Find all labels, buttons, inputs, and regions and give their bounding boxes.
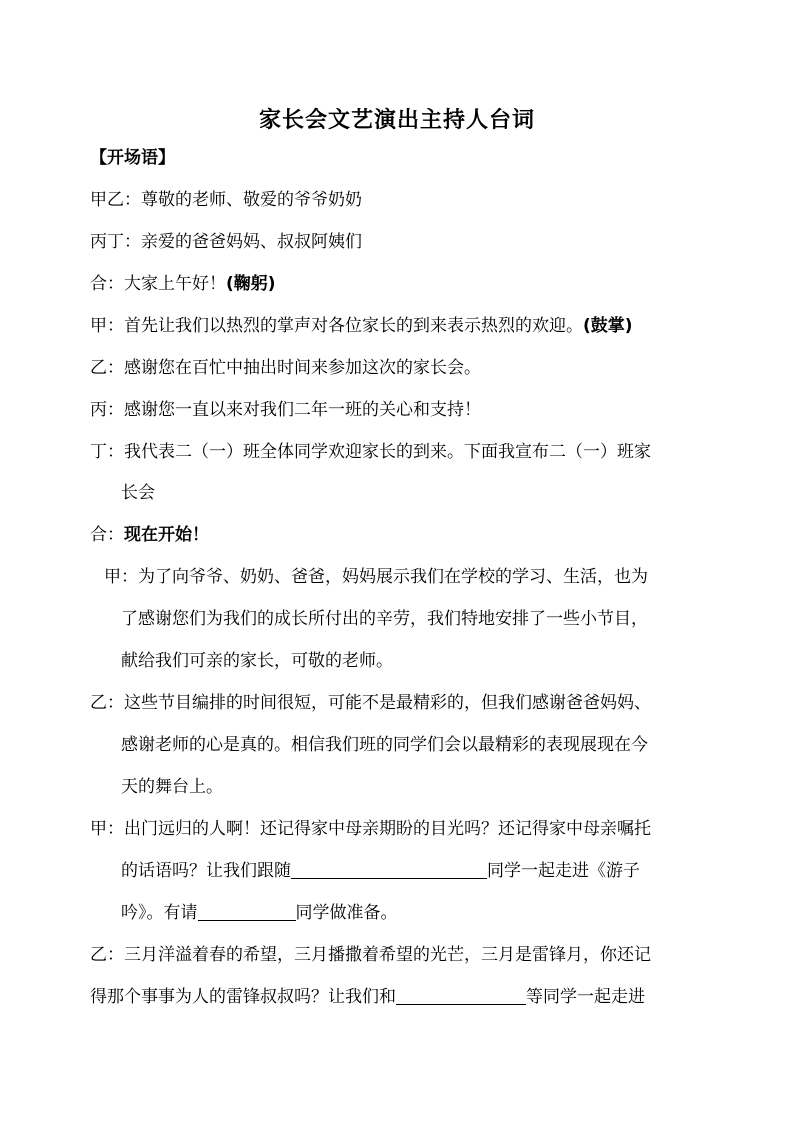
stage-direction: (鞠躬)	[226, 274, 276, 294]
script-text: 同学一起走进《游子	[487, 861, 640, 881]
script-line	[121, 902, 398, 924]
script-emphasis: 现在开始！	[124, 525, 209, 545]
script-line: 乙：三月洋溢着春的希望，三月播撒着希望的光芒，三月是雷锋月，你还记	[90, 945, 651, 965]
script-line: 乙：这些节目编排的时间很短，可能不是最精彩的，但我们感谢爸爸妈妈、	[90, 693, 651, 713]
script-text: 合：大家上午好！	[90, 274, 226, 294]
script-text: 合：	[90, 525, 124, 545]
script-line: 甲：出门远归的人啊！还记得家中母亲期盼的目光吗？还记得家中母亲嘱托	[90, 819, 651, 839]
script-text: 甲：首先让我们以热烈的掌声对各位家长的到来表示热烈的欢迎。	[90, 316, 583, 336]
script-line: 丙丁：亲爱的爸爸妈妈、叔叔阿姨们	[90, 232, 362, 252]
script-line	[90, 273, 276, 295]
section-heading: 【开场语】	[90, 148, 175, 168]
script-line: 了感谢您们为我们的成长所付出的辛劳，我们特地安排了一些小节目，	[121, 609, 648, 629]
stage-direction: (鼓掌)	[583, 316, 633, 336]
fill-in-blank	[396, 987, 526, 1005]
script-text: 得那个事事为人的雷锋叔叔吗？让我们和	[90, 987, 396, 1007]
script-text: 同学做准备。	[295, 903, 398, 923]
script-line: 丁：我代表二（一）班全体同学欢迎家长的到来。下面我宣布二（一）班家	[90, 442, 651, 462]
script-line: 感谢老师的心是真的。相信我们班的同学们会以最精彩的表现展现在今	[121, 735, 648, 755]
script-line: 甲：为了向爷爷、奶奶、爸爸，妈妈展示我们在学校的学习、生活，也为	[104, 567, 648, 587]
fill-in-blank	[198, 903, 296, 921]
script-line	[90, 986, 645, 1008]
script-line	[121, 860, 640, 882]
script-text: 等同学一起走进	[526, 987, 645, 1007]
script-line	[90, 315, 633, 337]
script-line: 甲乙：尊敬的老师、敬爱的爷爷奶奶	[90, 190, 362, 210]
script-line: 献给我们可亲的家长，可敬的老师。	[121, 651, 393, 671]
script-line: 乙：感谢您在百忙中抽出时间来参加这次的家长会。	[90, 358, 481, 378]
script-line: 丙：感谢您一直以来对我们二年一班的关心和支持！	[90, 400, 481, 420]
document-title: 家长会文艺演出主持人台词	[258, 107, 535, 133]
script-text: 的话语吗？让我们跟随	[121, 861, 291, 881]
script-text: 吟》。有请	[121, 903, 198, 923]
script-line	[90, 524, 209, 546]
fill-in-blank	[291, 861, 487, 879]
script-line: 长会	[121, 483, 155, 503]
script-line: 天的舞台上。	[121, 777, 223, 797]
